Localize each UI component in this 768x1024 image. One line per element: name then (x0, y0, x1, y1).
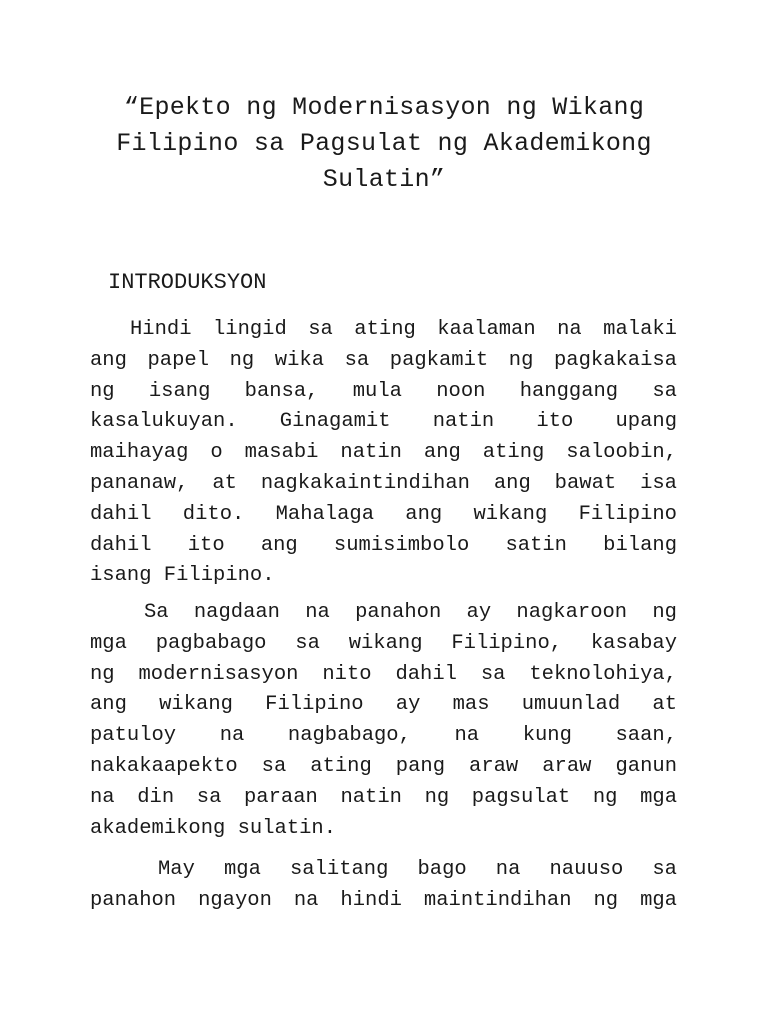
paragraph-line: akademikong sulatin. (90, 816, 337, 840)
paragraph-line: patuloy na nagbabago, na kung saan, (90, 724, 677, 748)
paragraph-line: Hindi lingid sa ating kaalaman na malaki (130, 318, 677, 341)
section-heading: INTRODUKSYON (108, 270, 267, 295)
paragraph-line: panahon ngayon na hindi maintindihan ng mga (90, 888, 677, 912)
paragraph-line: maihayag o masabi natin ang ating saloobin, (90, 441, 677, 465)
paragraph-line: Sa nagdaan na panahon ay nagkaroon ng (144, 601, 677, 624)
paragraph-line: ang papel ng wika sa pagkamit ng pagkakaisa (90, 348, 677, 372)
paragraph-line: kasalukuyan. Ginagamit natin ito upang (90, 410, 677, 434)
paragraph-line: ng modernisasyon nito dahil sa teknolohiya, (90, 662, 677, 686)
title-line: Filipino sa Pagsulat ng Akademikong (116, 129, 652, 158)
paragraph-line: pananaw, at nagkakaintindihan ang bawat isa (90, 471, 677, 495)
paragraph-line: na din sa paraan natin ng pagsulat ng mga (90, 785, 677, 809)
paragraph-line: May mga salitang bago na nauuso sa (158, 858, 677, 881)
title-line: Sulatin” (322, 165, 446, 194)
paragraph-line: nakakaapekto sa ating pang araw araw ganun (90, 754, 677, 778)
document-title (60, 90, 708, 198)
paragraph-line: dahil ito ang sumisimbolo satin bilang (90, 533, 677, 557)
title-line: “Epekto ng Modernisasyon ng Wikang (123, 93, 645, 122)
paragraph-1 (90, 315, 677, 592)
paragraph-line: ng isang bansa, mula noon hanggang sa (90, 379, 677, 403)
paragraph-line: dahil dito. Mahalaga ang wikang Filipino (90, 502, 677, 526)
paragraph-line: mga pagbabago sa wikang Filipino, kasabay (90, 631, 677, 655)
paragraph-line: ang wikang Filipino ay mas umuunlad at (90, 693, 677, 717)
paragraph-2 (90, 598, 677, 844)
paragraph-3 (90, 855, 677, 917)
paragraph-line: isang Filipino. (90, 564, 275, 588)
